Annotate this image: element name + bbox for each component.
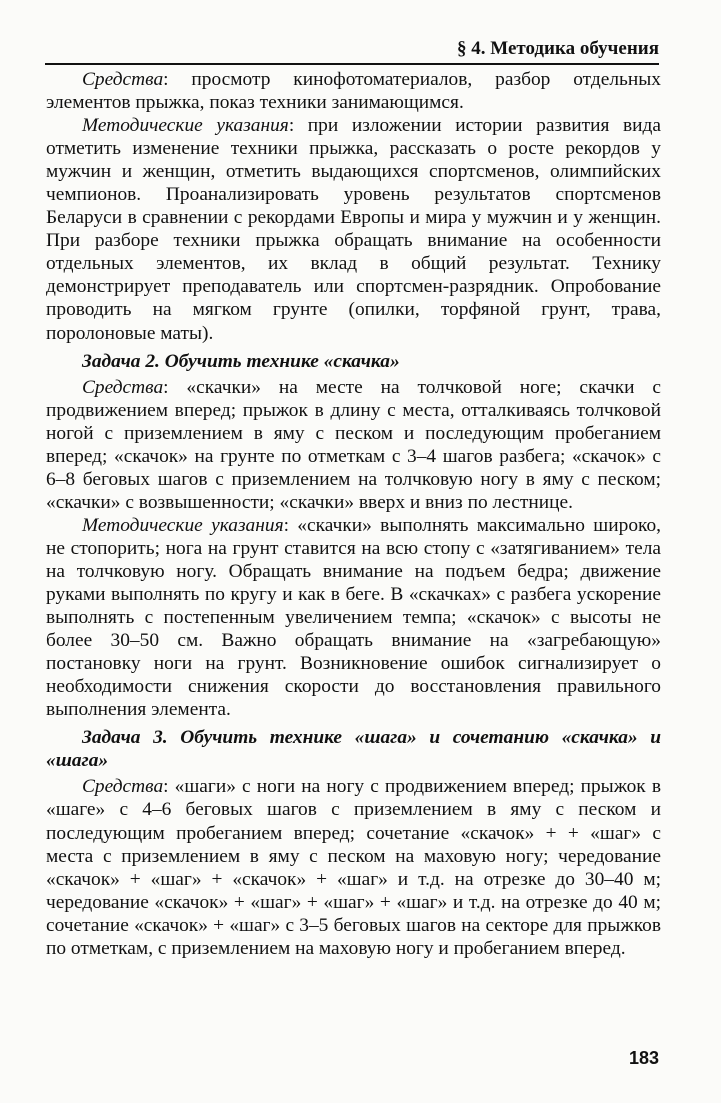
task-3-means-paragraph xyxy=(46,775,661,959)
task-3-heading: Задача 3. Обучить технике «шага» и сочетанию «скачка» и «шага» xyxy=(46,727,661,772)
paragraph-label: Методические указания xyxy=(82,514,284,536)
paragraph-text: : просмотр кинофотоматериалов, разбор отдельных элементов прыжка, показ техники занимающимся. xyxy=(46,69,661,114)
task-2-means-paragraph xyxy=(46,376,661,514)
task-2-heading: Задача 2. Обучить технике «скачка» xyxy=(82,350,400,372)
paragraph-text: : при изложении истории развития вида отметить изменение техники прыжка, рассказать о росте рекордов у мужчин и женщин, отметить выдающихся спортсменов, олимпийских чемпионов. Проанализировать уровень результатов спортсменов Беларуси в сравнении с рекордами Европы и мира у мужчин и у женщин. При разборе техники прыжка обращать внимание на особенности отдельных элементов, их вклад в общий результат. Технику демонстрирует преподаватель или спортсмен-разрядник. Опробование проводить на мягком грунте (опилки, торфяной грунт, трава, поролоновые маты). xyxy=(46,115,661,344)
paragraph-text: : «скачки» выполнять максимально широко, не стопорить; нога на грунт ставится на всю стопу с «затягиванием» тела на толчковую ногу. Обращать внимание на подъем бедра; движение руками выполнять по кругу и как в беге. В «скачках» с разбега ускорение выполнять с постепенным увеличением темпа; «скачок» с высоты не более 30–50 см. Важно обращать внимание на «загребающую» постановку ноги на грунт. Возникновение ошибок сигнализирует о необходимости снижения скорости до восстановления правильного выполнения элемента. xyxy=(46,514,661,721)
means-paragraph xyxy=(46,68,661,114)
paragraph-label: Методические указания xyxy=(82,115,289,137)
paragraph-label: Средства xyxy=(82,776,164,798)
page-body xyxy=(46,68,661,960)
running-header: § 4. Методика обучения xyxy=(45,38,659,65)
guidelines-paragraph xyxy=(46,114,661,344)
paragraph-label: Средства xyxy=(82,376,164,398)
task-2-guidelines-paragraph xyxy=(46,514,661,721)
page-number: 183 xyxy=(628,1048,659,1068)
paragraph-text: : «скачки» на месте на толчковой ноге; скачки с продвижением вперед; прыжок в длину с места, отталкиваясь толчковой ногой с приземлением в яму с песком и последующим пробеганием вперед; «скачок» на грунте по отметкам с 3–4 шагов разбега; «скачок» с 6–8 беговых шагов с приземлением на толчковую ногу в яму с песком; «скачки» с возвышенности; «скачки» вверх и вниз по лестнице. xyxy=(46,376,661,513)
paragraph-text: : «шаги» с ноги на ногу с продвижением вперед; прыжок в «шаге» с 4–6 беговых шагов с приземлением в яму с песком и последующим пробеганием вперед; сочетание «скачок» + + «шаг» с места с приземлением в яму с песком на маховую ногу; чередование «скачок» + «шаг» + «скачок» + «шаг» и т.д. на отрезке до 30–40 м; чередование «скачок» + «шаг» + «шаг» + «шаг» и т.д. на отрезке до 40 м; сочетание «скачок» + «шаг» с 3–5 беговых шагов на секторе для прыжков по отметкам, с приземлением на маховую ногу и пробеганием вперед. xyxy=(46,776,661,959)
paragraph-label: Средства xyxy=(82,69,164,90)
